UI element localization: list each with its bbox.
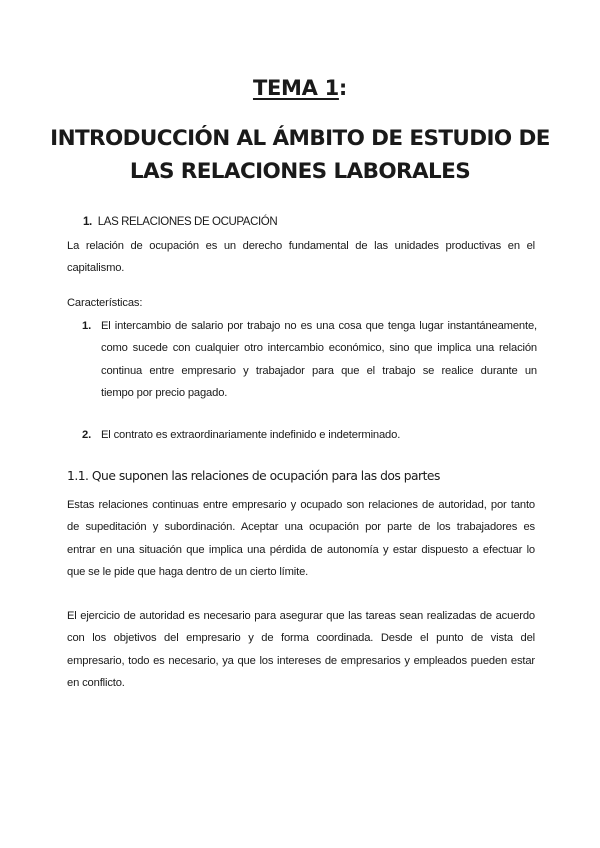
paragraph-line: empresario, todo es necesario, ya que los intereses de empresarios y empleados pueden estar xyxy=(67,654,535,667)
subsection-paragraph-2 xyxy=(67,605,535,694)
section-number: 1. xyxy=(83,216,92,228)
tema-label: TEMA 1 xyxy=(252,76,339,100)
tema-heading xyxy=(0,76,600,100)
paragraph-line: entrar en una situación que implica una pérdida de autonomía y estar dispuesto a efectuar lo xyxy=(67,543,535,556)
paragraph-line: de supeditación y subordinación. Aceptar una ocupación por parte de los trabajadores es xyxy=(67,521,535,534)
paragraph-line: El ejercicio de autoridad es necesario para asegurar que las tareas sean realizadas de acuerdo xyxy=(67,610,535,622)
document-title xyxy=(20,122,580,188)
list-item-line: El intercambio de salario por trabajo no es una cosa que tenga lugar instantáneamente, xyxy=(101,320,537,332)
list-item-line: continua entre empresario y trabajador para que el trabajo se realice durante un xyxy=(101,364,537,377)
paragraph-line: La relación de ocupación es un derecho fundamental de las unidades productivas en el xyxy=(67,240,535,252)
title-line-1: INTRODUCCIÓN AL ÁMBITO DE ESTUDIO DE xyxy=(50,126,550,151)
paragraph-line: Características: xyxy=(67,297,143,309)
paragraph-line: que se le pide que haga dentro de un cierto límite. xyxy=(67,565,309,578)
subsection-paragraph-1 xyxy=(67,494,535,583)
list-item-line: tiempo por precio pagado. xyxy=(101,386,228,399)
list-item-text xyxy=(101,315,537,404)
paragraph-line: Estas relaciones continuas entre empresario y ocupado son relaciones de autoridad, por tanto xyxy=(67,499,535,511)
paragraph-line: en conflicto. xyxy=(67,676,125,689)
section-title: LAS RELACIONES DE OCUPACIÓN xyxy=(97,216,278,228)
title-line-2: LAS RELACIONES LABORALES xyxy=(129,159,471,184)
paragraph-line: con los objetivos del empresario y de forma coordinada. Desde el punto de vista del xyxy=(67,632,535,645)
paragraph-line: capitalismo. xyxy=(67,262,125,275)
caracteristicas-label xyxy=(67,292,535,314)
list-item-number: 2. xyxy=(82,429,92,441)
list-item-line: El contrato es extraordinariamente indefinido e indeterminado. xyxy=(101,429,401,441)
intro-paragraph xyxy=(67,235,535,280)
subsection-heading: 1.1. Que suponen las relaciones de ocupación para las dos partes xyxy=(67,469,440,483)
list-item-line: como sucede con cualquier otro intercambio económico, sino que implica una relación xyxy=(101,342,537,355)
list-item-text xyxy=(101,424,537,446)
tema-colon: : xyxy=(338,76,348,100)
list-item-number: 1. xyxy=(82,320,92,332)
section-heading xyxy=(83,216,277,228)
